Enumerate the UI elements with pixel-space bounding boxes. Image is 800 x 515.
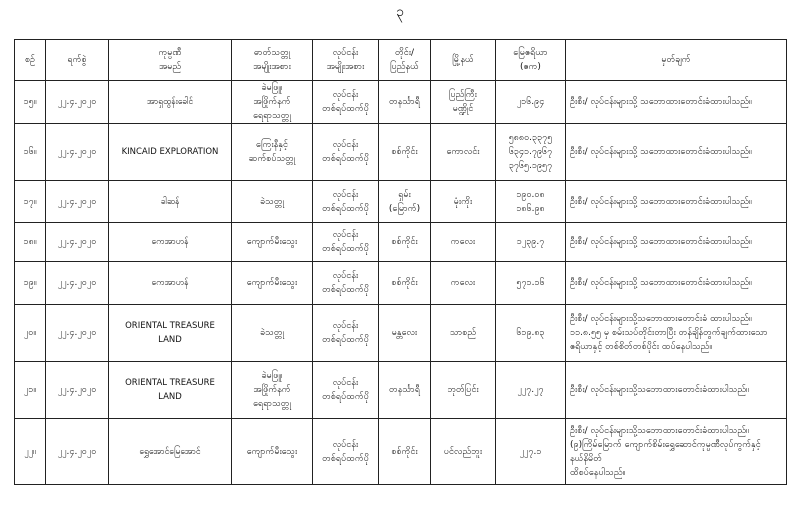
cell-date: ၂၂.၄.၂၀၂၀ (46, 305, 109, 362)
cell-remarks: ဦးစီး/ လုပ်ငန်းများသို့သဘောထားတောင်းခံ ထားပါသည်။ ၁၁.၈.၅၅ မှ စမ်းသပ်တိုင်းတာပြီး တန်ချိန်တွက်ချက်ထားသော ဧရိယာနှင့် တစ်စိတ်တစ်ပိုင်း ထပ်နေပါသည်။ (566, 305, 787, 362)
table-row (15, 223, 787, 262)
cell-no: ၁၇။ (15, 181, 46, 223)
cell-activity: လုပ်ငန်း တစ်ရပ်ထက်ပို (313, 181, 379, 223)
cell-township: ပင်လည်ဘူး (431, 419, 496, 485)
cell-area: ၁၉၀.၀၈ ၁၈၆.၉၈ (496, 181, 566, 223)
cell-remarks: ဦးစီး/ လုပ်ငန်းများသို့သဘောထားတောင်းခံထားပါသည်။ (၉)ကြိမ်မြောက် ကျောက်စိမ်းရွှေဆောင်ကုမ္ပဏီလုပ်ကွက်နှင့် နယ်နိမိတ် ထိစပ်နေပါသည်။ (566, 419, 787, 485)
table-row (15, 305, 787, 362)
header-activity: လုပ်ငန်း အမျိုးအစား (313, 40, 379, 81)
cell-company: ORIENTAL TREASURE LAND (109, 305, 232, 362)
cell-remarks: ဦးစီး/ လုပ်ငန်းများသို့ သဘောထားတောင်းခံထားပါသည်။ (566, 181, 787, 223)
header-row (15, 40, 787, 81)
cell-date: ၂၂.၄.၂၀၂၀ (46, 124, 109, 181)
cell-company: အာရှထွန်းခေါင် (109, 81, 232, 124)
cell-mineral: ခဲသတ္တု (232, 181, 313, 223)
cell-mineral: ကျောက်မီးသွေး (232, 419, 313, 485)
cell-mineral: ခဲသတ္တု (232, 305, 313, 362)
cell-company: ကေအာဟန် (109, 262, 232, 305)
header-company: ကုမ္ပဏီ အမည် (109, 40, 232, 81)
cell-date: ၂၂.၄.၂၀၂၀ (46, 419, 109, 485)
cell-remarks: ဦးစီး/ လုပ်ငန်းများသို့ သဘောထားတောင်းခံထားပါသည်။ (566, 223, 787, 262)
cell-mineral: ခဲမဖြူ၊ အဖြိုက်နက် ရေရာသတ္တု (232, 81, 313, 124)
cell-date: ၂၂.၄.၂၀၂၀ (46, 262, 109, 305)
cell-township: ကလေး (431, 223, 496, 262)
cell-company: ရွှေအောင်မြေအောင် (109, 419, 232, 485)
cell-activity: လုပ်ငန်း တစ်ရပ်ထက်ပို (313, 124, 379, 181)
cell-region: စစ်ကိုင်း (379, 223, 431, 262)
cell-company: KINCAID EXPLORATION (109, 124, 232, 181)
header-mineral: ဓာတ်သတ္တု အမျိုးအစား (232, 40, 313, 81)
cell-mineral: ကျောက်မီးသွေး (232, 223, 313, 262)
cell-activity: လုပ်ငန်း တစ်ရပ်ထက်ပို (313, 223, 379, 262)
cell-activity: လုပ်ငန်း တစ်ရပ်ထက်ပို (313, 362, 379, 419)
cell-region: မန္တလေး (379, 305, 431, 362)
cell-no: ၂၂။ (15, 419, 46, 485)
cell-area: ၂၂၇.၂၇ (496, 362, 566, 419)
cell-region: ရှမ်း (မြောက်) (379, 181, 431, 223)
cell-activity: လုပ်ငန်း တစ်ရပ်ထက်ပို (313, 81, 379, 124)
cell-region: စစ်ကိုင်း (379, 124, 431, 181)
cell-mineral: ကျောက်မီးသွေး (232, 262, 313, 305)
cell-date: ၂၂.၄.၂၀၂၀ (46, 81, 109, 124)
cell-date: ၂၂.၄.၂၀၂၀ (46, 223, 109, 262)
cell-activity: လုပ်ငန်း တစ်ရပ်ထက်ပို (313, 305, 379, 362)
cell-remarks: ဦးစီး/ လုပ်ငန်းများသို့ သဘောထားတောင်းခံထားပါသည်။ (566, 81, 787, 124)
concession-table (14, 39, 787, 485)
cell-no: ၂၁။ (15, 362, 46, 419)
cell-activity: လုပ်ငန်း တစ်ရပ်ထက်ပို (313, 419, 379, 485)
cell-company: ကေအာဟန် (109, 223, 232, 262)
cell-remarks: ဦးစီး/ လုပ်ငန်းများသို့ သဘောထားတောင်းခံထားပါသည်။ (566, 262, 787, 305)
table-row (15, 181, 787, 223)
cell-township: ပြည်ကြီး မဏ္ဍိုင် (431, 81, 496, 124)
header-remarks: မှတ်ချက် (566, 40, 787, 81)
cell-region: တနင်္သာရီ (379, 362, 431, 419)
table-row (15, 419, 787, 485)
cell-township: ဘုတ်ပြင်း (431, 362, 496, 419)
cell-township: ကလေး (431, 262, 496, 305)
header-area: မြေဧရိယာ (ဧက) (496, 40, 566, 81)
cell-area: ၂၁၆.၉၄ (496, 81, 566, 124)
header-date: ရက်စွဲ (46, 40, 109, 81)
table-row (15, 81, 787, 124)
cell-area: ၅၈၈၀.၃၃၇၅ ၆၃၄၁.၇၉၆၇ ၃၇၆၅.၁၉၅၇ (496, 124, 566, 181)
cell-township: မုံးကိုး (431, 181, 496, 223)
cell-company: ORIENTAL TREASURE LAND (109, 362, 232, 419)
cell-company: ခါဆန် (109, 181, 232, 223)
cell-date: ၂၂.၄.၂၀၂၀ (46, 362, 109, 419)
cell-remarks: ဦးစီး/ လုပ်ငန်းများသို့သဘောထားတောင်းခံထားပါသည်။ (566, 362, 787, 419)
header-township: မြို့နယ် (431, 40, 496, 81)
cell-region: စစ်ကိုင်း (379, 419, 431, 485)
cell-no: ၁၅။ (15, 81, 46, 124)
header-region: တိုင်း/ ပြည်နယ် (379, 40, 431, 81)
cell-township: သာစည် (431, 305, 496, 362)
cell-area: ၂၂၇.၁ (496, 419, 566, 485)
cell-date: ၂၂.၄.၂၀၂၀ (46, 181, 109, 223)
cell-mineral: ကြေးနီနှင့် ဆက်စပ်သတ္တု (232, 124, 313, 181)
table-row (15, 362, 787, 419)
cell-no: ၁၆။ (15, 124, 46, 181)
table-row (15, 124, 787, 181)
header-no: စဉ် (15, 40, 46, 81)
cell-township: ကောလင်း (431, 124, 496, 181)
cell-region: တနင်္သာရီ (379, 81, 431, 124)
cell-region: စစ်ကိုင်း (379, 262, 431, 305)
cell-area: ၁၂၃၉.၇ (496, 223, 566, 262)
cell-no: ၂၀။ (15, 305, 46, 362)
cell-activity: လုပ်ငန်း တစ်ရပ်ထက်ပို (313, 262, 379, 305)
cell-no: ၁၉။ (15, 262, 46, 305)
table-row (15, 262, 787, 305)
cell-area: ၆၁၉.၈၃ (496, 305, 566, 362)
cell-mineral: ခဲမဖြူ၊ အဖြိုက်နက် ရေရာသတ္တု (232, 362, 313, 419)
cell-no: ၁၈။ (15, 223, 46, 262)
cell-area: ၅၇၁.၁၆ (496, 262, 566, 305)
cell-remarks: ဦးစီး/ လုပ်ငန်းများသို့ သဘောထားတောင်းခံထားပါသည်။ (566, 124, 787, 181)
page-number: ၃ (396, 4, 404, 20)
